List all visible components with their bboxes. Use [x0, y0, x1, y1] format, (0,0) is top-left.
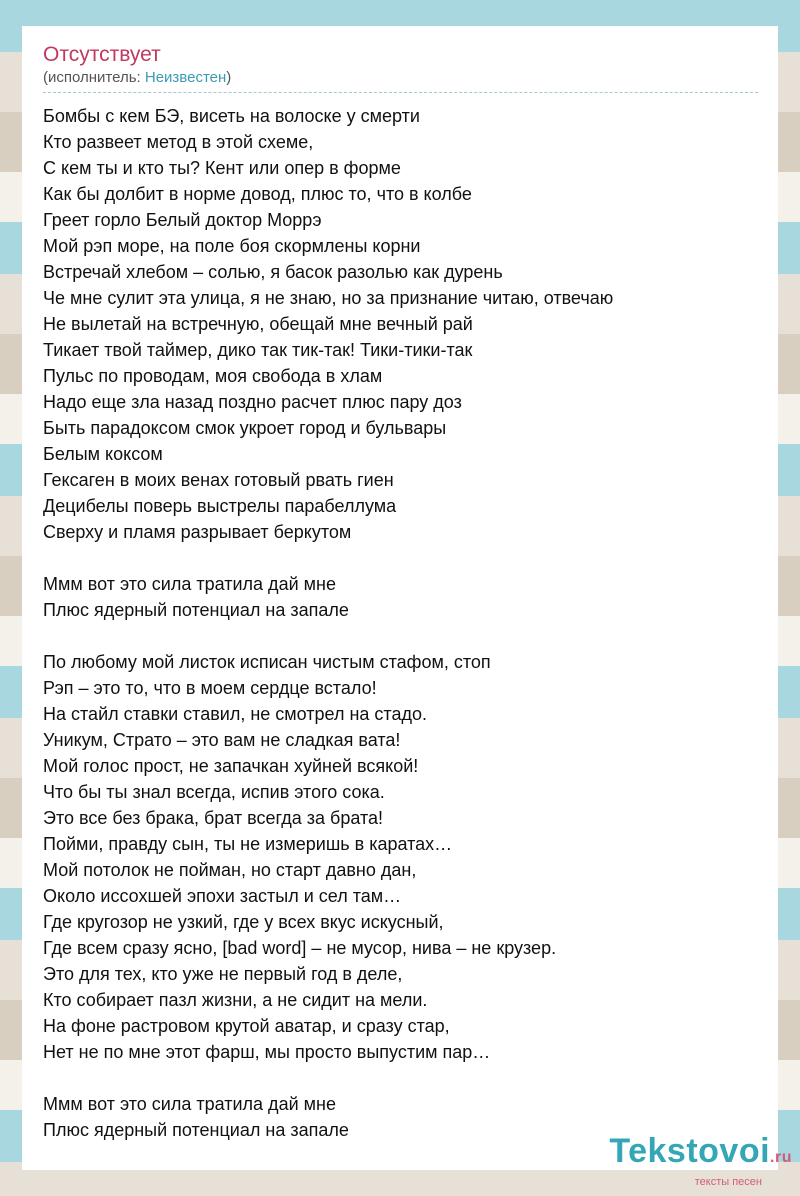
song-title: Отсутствует — [43, 43, 161, 66]
artist-link[interactable]: Неизвестен — [144, 69, 227, 86]
lyric-line: Децибелы поверь выстрелы парабеллума — [43, 496, 397, 516]
site-logo[interactable] — [609, 1133, 792, 1188]
lyric-line: Сверху и пламя разрывает беркутом — [43, 522, 352, 542]
logo-wordmark — [609, 1133, 792, 1176]
logo-brand: Tekstovoi — [609, 1132, 771, 1170]
lyric-line: Где всем сразу ясно, [bad word] – не мусор, нива – не крузер. — [43, 938, 557, 958]
lyrics-body — [43, 103, 758, 1143]
lyric-line: Ммм вот это сила тратила дай мне — [43, 574, 336, 594]
lyric-line: Пульс по проводам, моя свобода в хлам — [43, 366, 383, 386]
lyric-line: Пойми, правду сын, ты не измеришь в каратах… — [43, 834, 453, 854]
lyric-line: Надо еще зла назад поздно расчет плюс пару доз — [43, 392, 462, 412]
artist-line — [43, 68, 758, 93]
lyric-line: Гексаген в моих венах готовый рвать гиен — [43, 470, 394, 490]
lyric-line: На фоне растровом крутой аватар, и сразу стар, — [43, 1016, 450, 1036]
lyric-line: На стайл ставки ставил, не смотрел на стадо. — [43, 704, 427, 724]
lyric-line: Кто развеет метод в этой схеме, — [43, 132, 314, 152]
lyric-line: Плюс ядерный потенциал на запале — [43, 600, 349, 620]
logo-tagline: тексты песен — [694, 1176, 762, 1188]
artist-suffix: ) — [226, 69, 232, 86]
lyric-line: Где кругозор не узкий, где у всех вкус искусный, — [43, 912, 444, 932]
stanza-break — [43, 1065, 758, 1091]
lyric-line: Мой голос прост, не запачкан хуйней всякой! — [43, 756, 419, 776]
lyric-line: Нет не по мне этот фарш, мы просто выпустим пар… — [43, 1042, 491, 1062]
stanza-break — [43, 623, 758, 649]
lyric-line: Бомбы с кем БЭ, висеть на волоске у смерти — [43, 106, 420, 126]
lyric-line: Плюс ядерный потенциал на запале — [43, 1120, 349, 1140]
lyric-line: С кем ты и кто ты? Кент или опер в форме — [43, 158, 401, 178]
lyric-line: Тикает твой таймер, дико так тик-так! Тики-тики-так — [43, 340, 473, 360]
lyric-line: Мой рэп море, на поле боя скормлены корни — [43, 236, 421, 256]
lyric-line: Быть парадоксом смок укроет город и бульвары — [43, 418, 447, 438]
lyric-line: Рэп – это то, что в моем сердце встало! — [43, 678, 377, 698]
lyric-line: Как бы долбит в норме довод, плюс то, что в колбе — [43, 184, 472, 204]
lyric-line: Уникум, Страто – это вам не сладкая вата! — [43, 730, 401, 750]
lyric-line: Встречай хлебом – солью, я басок разолью как дурень — [43, 262, 503, 282]
lyric-line: Кто собирает пазл жизни, а не сидит на мели. — [43, 990, 428, 1010]
lyric-line: Это для тех, кто уже не первый год в деле, — [43, 964, 403, 984]
lyric-line: Белым коксом — [43, 444, 163, 464]
lyric-line: Около иссохшей эпохи застыл и сел там… — [43, 886, 402, 906]
lyric-line: Что бы ты знал всегда, испив этого сока. — [43, 782, 385, 802]
lyric-line: Мой потолок не пойман, но старт давно дан, — [43, 860, 417, 880]
logo-tld: .ru — [770, 1149, 792, 1166]
lyric-line: Это все без брака, брат всегда за брата! — [43, 808, 384, 828]
lyric-line: По любому мой листок исписан чистым стафом, стоп — [43, 652, 491, 672]
lyric-line: Не вылетай на встречную, обещай мне вечный рай — [43, 314, 473, 334]
lyrics-sheet — [22, 26, 778, 1170]
lyric-line: Греет горло Белый доктор Моррэ — [43, 210, 322, 230]
lyric-line: Че мне сулит эта улица, я не знаю, но за признание читаю, отвечаю — [43, 288, 614, 308]
stanza-break — [43, 545, 758, 571]
lyric-line: Ммм вот это сила тратила дай мне — [43, 1094, 336, 1114]
artist-prefix: (исполнитель: — [43, 69, 145, 86]
